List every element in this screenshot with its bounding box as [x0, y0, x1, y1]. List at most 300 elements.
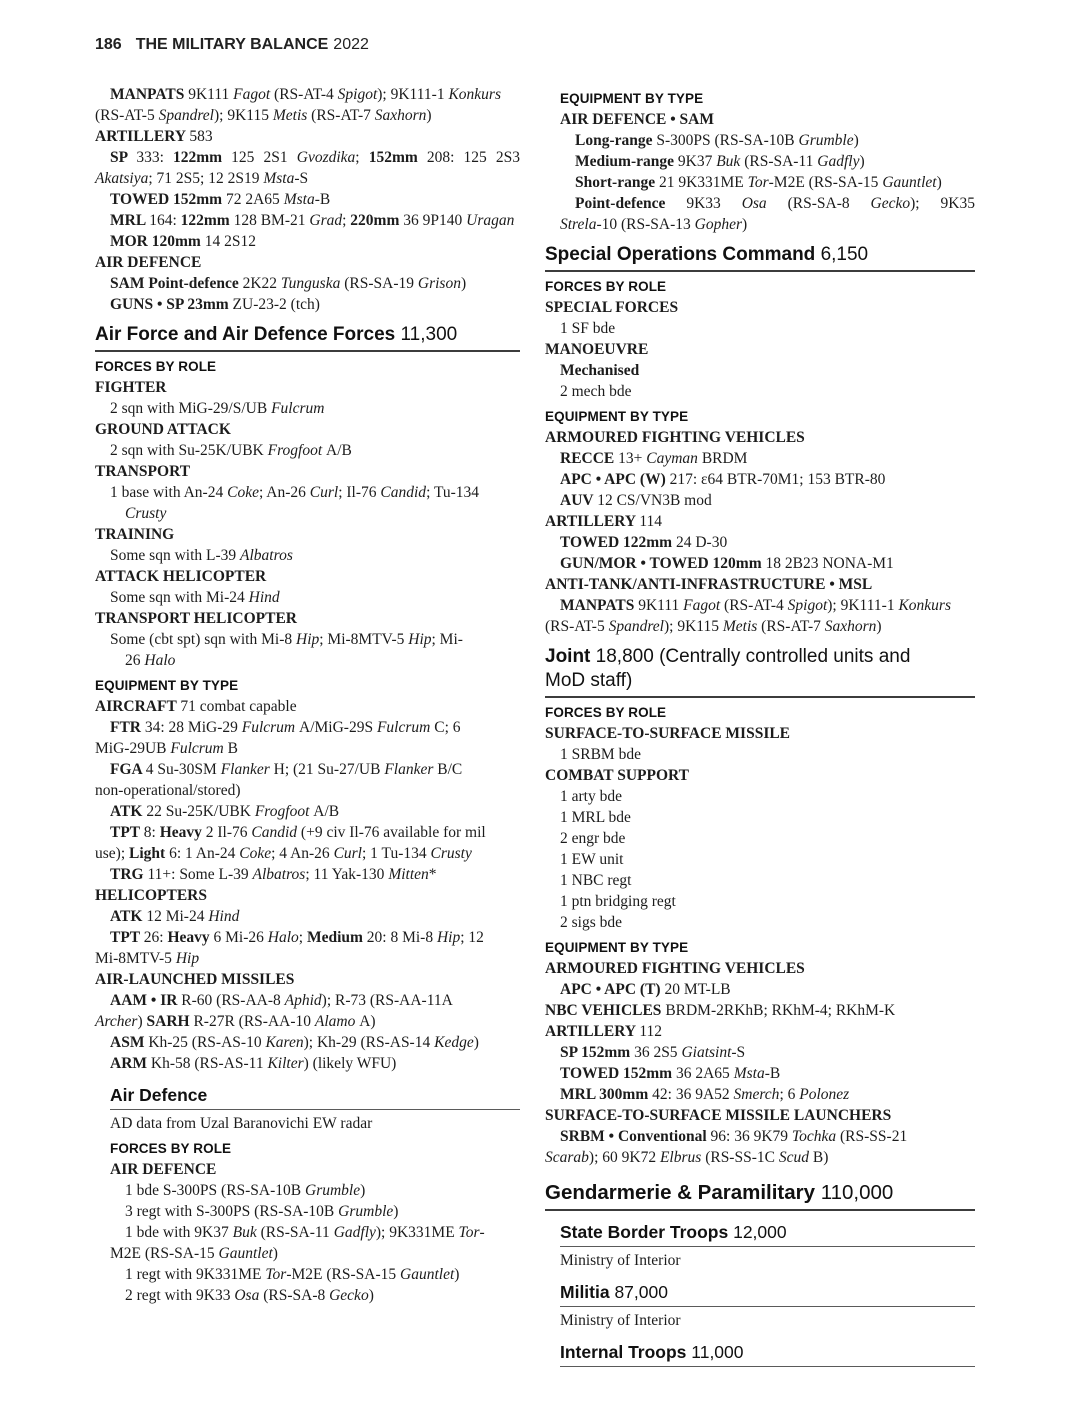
- text-run: 42: 36 9A52: [652, 1086, 734, 1103]
- text-run: Konkurs: [448, 86, 501, 103]
- text-run: AIR DEFENCE • SAM: [560, 111, 714, 128]
- text-run: 122mm: [173, 149, 232, 166]
- text-run: Halo: [144, 652, 176, 669]
- text-run: ARTILLERY: [545, 1023, 640, 1040]
- text-run: ); 9K115: [664, 618, 723, 635]
- text-run: Halo: [267, 929, 299, 946]
- section-header: [545, 645, 975, 698]
- text-run: Flanker: [384, 761, 438, 778]
- text-run: 122mm: [180, 212, 234, 229]
- text-run: 1 arty bde: [560, 788, 622, 805]
- text-run: Smerch: [733, 1086, 780, 1103]
- text-run: TPT: [110, 824, 144, 841]
- text-run: Karen: [265, 1034, 304, 1051]
- text-run: TRANSPORT: [95, 463, 191, 480]
- doc-line: [95, 948, 520, 969]
- text-run: ANTI-TANK/ANTI-INFRASTRUCTURE • MSL: [545, 576, 873, 593]
- text-run: Heavy: [159, 824, 206, 841]
- doc-line: [95, 1201, 520, 1222]
- doc-line: [545, 553, 975, 574]
- text-run: Polonez: [799, 1086, 850, 1103]
- text-run: 2 regt with 9K33: [125, 1287, 235, 1304]
- doc-line: [95, 780, 520, 801]
- text-run: Kilter: [267, 1055, 304, 1072]
- text-run: 1 ptn bridging regt: [560, 893, 676, 910]
- text-run: Albatros: [240, 547, 293, 564]
- text-run: Internal Troops: [560, 1342, 692, 1362]
- text-run: Kh-25 (RS-AS-10: [148, 1034, 266, 1051]
- doc-line: [545, 172, 975, 193]
- text-run: AIR DEFENCE: [110, 1161, 217, 1178]
- text-run: ARMOURED FIGHTING VEHICLES: [545, 429, 805, 446]
- text-run: Mechanised: [560, 362, 640, 379]
- text-run: Air Force and Air Defence Forces: [95, 324, 401, 345]
- text-run: TOWED 152mm: [560, 1065, 676, 1082]
- text-run: 1 base with An-24: [110, 484, 228, 501]
- text-run: SP: [110, 149, 137, 166]
- text-run: Joint: [545, 646, 596, 667]
- text-run: 2 Il-76: [205, 824, 252, 841]
- text-run: A/B: [313, 803, 340, 820]
- text-run: B: [227, 740, 238, 757]
- text-run: Some sqn with Mi-24: [110, 589, 249, 606]
- group-label: [545, 702, 975, 723]
- text-run: AIR-LAUNCHED MISSILES: [95, 971, 295, 988]
- text-run: 21 9K331ME: [658, 174, 748, 191]
- subsection-header: [560, 1281, 975, 1307]
- text-run: 18,800 (Centrally controlled units and: [595, 646, 911, 667]
- text-run: A/B: [326, 442, 352, 459]
- doc-line: [95, 864, 520, 885]
- doc-line: [95, 503, 520, 524]
- text-run: TRANSPORT HELICOPTER: [95, 610, 297, 627]
- doc-line: [545, 318, 975, 339]
- text-run: Tochka: [791, 1128, 841, 1145]
- doc-line: [95, 294, 520, 315]
- doc-line: [545, 958, 975, 979]
- text-run: 208: 125 2S3: [426, 149, 520, 166]
- text-run: GUN/MOR • TOWED 120mm: [560, 555, 766, 572]
- text-run: Frogfoot: [267, 442, 327, 459]
- text-run: ): [360, 1182, 366, 1199]
- group-label: [95, 675, 520, 696]
- text-run: 18 2B23 NONA-M1: [765, 555, 894, 572]
- text-run: RECCE: [560, 450, 619, 467]
- text-run: (RS-AT-5: [545, 618, 609, 635]
- text-run: BRDM-2RKhB; RKhM-4; RKhM-K: [665, 1002, 896, 1019]
- text-run: Curl: [333, 845, 362, 862]
- text-run: 9K111: [188, 86, 234, 103]
- doc-line: [95, 1285, 520, 1306]
- text-run: EQUIPMENT BY TYPE: [545, 940, 689, 955]
- text-run: SURFACE-TO-SURFACE MISSILE LAUNCHERS: [545, 1107, 892, 1124]
- text-run: Konkurs: [898, 597, 951, 614]
- doc-line: [545, 1147, 975, 1168]
- doc-line: [545, 849, 975, 870]
- text-run: Medium-range: [575, 153, 678, 170]
- doc-line: [545, 979, 975, 1000]
- text-run: FGA: [110, 761, 146, 778]
- text-run: Tor: [747, 174, 769, 191]
- text-run: (RS-SS-21: [840, 1128, 908, 1145]
- text-run: ): [741, 216, 748, 233]
- text-run: ATTACK HELICOPTER: [95, 568, 267, 585]
- doc-line: [545, 490, 975, 511]
- text-run: FORCES BY ROLE: [545, 279, 667, 294]
- text-run: SAM Point-defence: [110, 275, 243, 292]
- text-run: 1 SRBM bde: [560, 746, 641, 763]
- doc-line: [95, 1113, 520, 1134]
- doc-line: [95, 1053, 520, 1074]
- text-run: Hind: [248, 589, 280, 606]
- subsection-header: [110, 1084, 520, 1110]
- text-run: ;: [342, 212, 351, 229]
- doc-line: [545, 912, 975, 933]
- text-run: Giatsint: [681, 1044, 732, 1061]
- text-run: Tor: [265, 1266, 287, 1283]
- book-title: THE MILITARY BALANCE: [135, 36, 329, 53]
- text-run: Gecko: [870, 195, 911, 212]
- doc-line: [95, 419, 520, 440]
- text-run: Coke: [227, 484, 259, 501]
- text-run: ); R-73 (RS-AA-11A: [321, 992, 453, 1009]
- text-run: 217: ε64 BTR-70M1; 153 BTR-80: [669, 471, 886, 488]
- doc-line: [95, 231, 520, 252]
- doc-line: [95, 1011, 520, 1032]
- doc-line: [545, 1042, 975, 1063]
- text-run: C; 6: [434, 719, 461, 736]
- doc-line: [545, 360, 975, 381]
- doc-line: [545, 130, 975, 151]
- doc-line: [95, 440, 520, 461]
- text-run: ; 71 2S5; 12 2S19: [148, 170, 264, 187]
- text-run: 13+: [618, 450, 647, 467]
- text-run: ): [137, 1013, 147, 1030]
- doc-line: [545, 151, 975, 172]
- text-run: SPECIAL FORCES: [545, 299, 679, 316]
- doc-line: [95, 717, 520, 738]
- text-run: MANPATS: [110, 86, 189, 103]
- text-run: ): [393, 1203, 399, 1220]
- text-run: (RS-SA-8: [263, 1287, 330, 1304]
- doc-line: [545, 786, 975, 807]
- text-run: MiG-29UB: [95, 740, 171, 757]
- text-run: Curl: [309, 484, 339, 501]
- text-run: ); 60 9K72: [588, 1149, 660, 1166]
- text-run: (RS-SA-11: [260, 1224, 334, 1241]
- text-run: 2 sqn with MiG-29/S/UB: [110, 400, 272, 417]
- group-label: [545, 937, 975, 958]
- text-run: NBC VEHICLES: [545, 1002, 666, 1019]
- text-run: EQUIPMENT BY TYPE: [95, 678, 239, 693]
- text-run: Fulcrum: [376, 719, 435, 736]
- text-run: 1 EW unit: [560, 851, 624, 868]
- text-run: MoD staff): [545, 670, 633, 691]
- doc-line: [545, 448, 975, 469]
- text-run: SARH: [146, 1013, 194, 1030]
- text-run: 152mm: [368, 149, 427, 166]
- text-run: Ministry of Interior: [560, 1252, 681, 1269]
- doc-line: [95, 168, 520, 189]
- doc-line: [95, 524, 520, 545]
- text-run: *: [428, 866, 437, 883]
- text-run: ): [426, 107, 432, 124]
- text-run: Gopher: [694, 216, 742, 233]
- text-run: Grumble: [798, 132, 854, 149]
- doc-line: [545, 193, 975, 214]
- text-run: 112: [639, 1023, 663, 1040]
- doc-line: [95, 906, 520, 927]
- text-run: Aphid: [284, 992, 322, 1009]
- text-run: FIGHTER: [95, 379, 167, 396]
- text-run: (RS-SA-19: [344, 275, 418, 292]
- text-run: MANOEUVRE: [545, 341, 649, 358]
- text-run: ASM: [110, 1034, 149, 1051]
- text-run: 114: [639, 513, 663, 530]
- text-run: 11+: Some L-39: [147, 866, 253, 883]
- text-run: Spandrel: [608, 618, 664, 635]
- text-run: Fulcrum: [241, 719, 300, 736]
- text-run: 72 2A65: [225, 191, 284, 208]
- text-run: Gauntlet: [400, 1266, 455, 1283]
- text-run: Point-defence: [575, 195, 687, 212]
- text-run: Gauntlet: [218, 1245, 273, 1262]
- text-run: ; 4 An-26: [271, 845, 334, 862]
- text-run: ): [853, 132, 859, 149]
- text-run: 20: 8 Mi-8: [366, 929, 437, 946]
- text-run: Special Operations Command: [545, 244, 821, 265]
- text-run: -M2E (RS-SA-15: [286, 1266, 401, 1283]
- text-run: (RS-AT-7: [311, 107, 375, 124]
- text-run: non-operational/stored): [95, 782, 241, 799]
- text-run: SP 152mm: [560, 1044, 635, 1061]
- text-run: APC • APC (T): [560, 981, 665, 998]
- text-run: Frogfoot: [254, 803, 314, 820]
- text-run: ; 6: [779, 1086, 800, 1103]
- text-run: TRG: [110, 866, 148, 883]
- text-run: 96: 36 9K79: [710, 1128, 792, 1145]
- text-run: Hip: [436, 929, 461, 946]
- group-label: [95, 1138, 520, 1159]
- group-label: [95, 356, 520, 377]
- text-run: 9K33: [686, 195, 742, 212]
- text-run: Akatsiya: [95, 170, 149, 187]
- text-run: ; 1 Tu-134: [362, 845, 431, 862]
- text-run: (RS-AT-5: [95, 107, 159, 124]
- text-run: Scud: [778, 1149, 813, 1166]
- text-run: ): [936, 174, 942, 191]
- text-run: ; Il-76: [338, 484, 381, 501]
- text-run: Long-range: [575, 132, 657, 149]
- text-run: Coke: [239, 845, 272, 862]
- text-run: Gvozdika: [296, 149, 356, 166]
- text-run: Uragan: [466, 212, 515, 229]
- text-run: Short-range: [575, 174, 659, 191]
- doc-line: [95, 482, 520, 503]
- text-run: Medium: [306, 929, 367, 946]
- text-run: (+9 civ Il-76 available for mil: [300, 824, 486, 841]
- doc-line: [545, 891, 975, 912]
- text-run: Buk: [232, 1224, 261, 1241]
- text-run: Crusty: [430, 845, 472, 862]
- text-run: Fagot: [683, 597, 725, 614]
- text-run: 22 Su-25K/UBK: [146, 803, 255, 820]
- text-run: B): [812, 1149, 829, 1166]
- text-run: M2E (RS-SA-15: [110, 1245, 219, 1262]
- section-header: [95, 323, 520, 352]
- text-run: TOWED 122mm: [560, 534, 676, 551]
- doc-line: [545, 870, 975, 891]
- text-run: ; Mi-: [431, 631, 463, 648]
- text-run: 36 2A65: [675, 1065, 734, 1082]
- doc-line: [545, 1250, 975, 1271]
- doc-line: [545, 511, 975, 532]
- text-run: ATK: [110, 803, 147, 820]
- text-run: Mitten: [388, 866, 429, 883]
- text-run: 4 Su-30SM: [145, 761, 221, 778]
- text-run: 3 regt with S-300PS (RS-SA-10B: [125, 1203, 339, 1220]
- text-run: Fagot: [233, 86, 275, 103]
- doc-line: [545, 1021, 975, 1042]
- doc-line: [95, 608, 520, 629]
- text-run: ARM: [110, 1055, 151, 1072]
- text-run: MOR 120mm: [110, 233, 205, 250]
- text-run: Buk: [716, 153, 745, 170]
- text-run: Light: [129, 845, 170, 862]
- text-run: Hip: [296, 631, 320, 648]
- doc-line: [95, 629, 520, 650]
- text-run: Grumble: [305, 1182, 361, 1199]
- text-run: Msta: [263, 170, 295, 187]
- text-run: TRAINING: [95, 526, 175, 543]
- doc-line: [95, 105, 520, 126]
- doc-line: [95, 990, 520, 1011]
- text-run: 1 SF bde: [560, 320, 616, 337]
- text-run: S-300PS (RS-SA-10B: [656, 132, 799, 149]
- text-run: 128 BM-21: [233, 212, 310, 229]
- text-run: -B: [314, 191, 331, 208]
- doc-line: [95, 801, 520, 822]
- doc-line: [545, 1084, 975, 1105]
- doc-line: [545, 744, 975, 765]
- text-run: Osa: [234, 1287, 264, 1304]
- text-run: 125 2S1: [231, 149, 297, 166]
- text-run: AAM • IR: [110, 992, 182, 1009]
- text-run: SRBM • Conventional: [560, 1128, 711, 1145]
- text-run: ; 11 Yak-130: [305, 866, 389, 883]
- text-run: Alamo: [314, 1013, 360, 1030]
- doc-line: [95, 843, 520, 864]
- text-run: 6,150: [820, 244, 869, 265]
- doc-line: [545, 1126, 975, 1147]
- text-run: 2 sigs bde: [560, 914, 622, 931]
- text-run: B/C: [437, 761, 463, 778]
- doc-line: [95, 696, 520, 717]
- text-run: Archer: [95, 1013, 138, 1030]
- doc-line: [95, 738, 520, 759]
- text-run: APC • APC (W): [560, 471, 670, 488]
- text-run: Scarab: [545, 1149, 589, 1166]
- text-run: MRL 300mm: [560, 1086, 653, 1103]
- text-run: GROUND ATTACK: [95, 421, 231, 438]
- text-run: -B: [764, 1065, 781, 1082]
- text-run: 24 D-30: [675, 534, 728, 551]
- doc-line: [545, 765, 975, 786]
- text-run: 1 bde with 9K37: [125, 1224, 233, 1241]
- text-run: AUV: [560, 492, 598, 509]
- text-run: 1 NBC regt: [560, 872, 632, 889]
- text-run: ); 9K331ME: [375, 1224, 459, 1241]
- doc-line: [95, 545, 520, 566]
- text-run: 34: 28 MiG-29: [144, 719, 242, 736]
- text-run: 12 CS/VN3B mod: [597, 492, 712, 509]
- text-run: H; (21 Su-27/UB: [273, 761, 385, 778]
- text-run: Militia: [560, 1282, 615, 1302]
- text-run: (RS-AT-7: [761, 618, 825, 635]
- text-run: FORCES BY ROLE: [95, 359, 217, 374]
- right-column: [545, 84, 975, 1370]
- text-run: Tunguska: [280, 275, 345, 292]
- text-run: ): [876, 618, 882, 635]
- text-run: 36 2S5: [634, 1044, 682, 1061]
- text-run: Kh-58 (RS-AS-11: [150, 1055, 268, 1072]
- text-run: Spigot: [337, 86, 378, 103]
- text-run: Saxhorn: [824, 618, 877, 635]
- text-run: 1 regt with 9K331ME: [125, 1266, 266, 1283]
- text-run: 11,000: [691, 1342, 744, 1362]
- text-run: Gecko: [329, 1287, 369, 1304]
- group-label: [545, 88, 975, 109]
- text-run: EQUIPMENT BY TYPE: [545, 409, 689, 424]
- text-run: 6: 1 An-24: [169, 845, 240, 862]
- text-run: 12,000: [733, 1222, 787, 1242]
- text-run: 583: [189, 128, 213, 145]
- edition-year: 2022: [333, 36, 369, 53]
- text-run: Gadfly: [817, 153, 860, 170]
- text-run: BRDM: [701, 450, 748, 467]
- text-run: Saxhorn: [374, 107, 427, 124]
- doc-line: [95, 650, 520, 671]
- doc-line: [545, 339, 975, 360]
- text-run: Spigot: [787, 597, 828, 614]
- text-run: ARTILLERY: [95, 128, 190, 145]
- doc-line: [545, 574, 975, 595]
- doc-line: [545, 1063, 975, 1084]
- text-run: ); Kh-29 (RS-AS-14: [303, 1034, 435, 1051]
- doc-line: [545, 616, 975, 637]
- text-run: 1 MRL bde: [560, 809, 631, 826]
- text-run: GUNS • SP 23mm: [110, 296, 233, 313]
- group-label: [545, 406, 975, 427]
- doc-line: [545, 381, 975, 402]
- text-run: 9K37: [677, 153, 717, 170]
- doc-line: [95, 566, 520, 587]
- doc-line: [545, 469, 975, 490]
- text-run: ; Tu-134: [426, 484, 480, 501]
- text-run: Spandrel: [158, 107, 214, 124]
- text-run: -10 (RS-SA-13: [596, 216, 695, 233]
- text-run: Gauntlet: [882, 174, 937, 191]
- text-run: TPT: [110, 929, 144, 946]
- text-run: Air Defence: [110, 1085, 208, 1105]
- text-run: ARMOURED FIGHTING VEHICLES: [545, 960, 805, 977]
- doc-line: [545, 1000, 975, 1021]
- text-run: Candid: [380, 484, 427, 501]
- doc-line: [95, 210, 520, 231]
- text-run: 164:: [149, 212, 181, 229]
- doc-line: [95, 252, 520, 273]
- text-run: 1 bde S-300PS (RS-SA-10B: [125, 1182, 305, 1199]
